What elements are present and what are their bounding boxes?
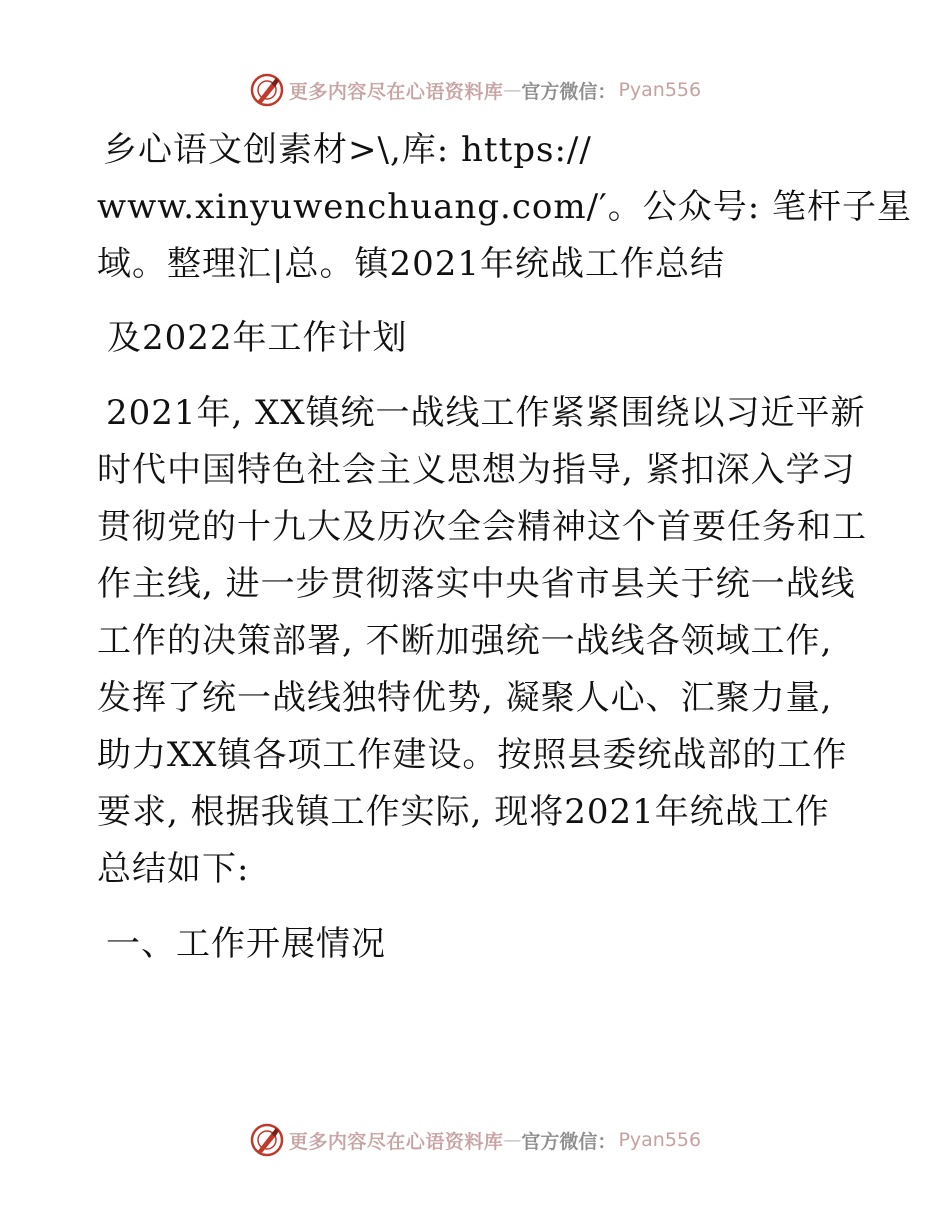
text-line: 贯彻党的十九大及历次全会精神这个首要任务和工 [97, 507, 867, 547]
text-line: www.xinyuwenchuang.com/′。公众号: 笔杆子星 [97, 187, 913, 227]
section-heading: 一、工作开展情况 [106, 924, 386, 964]
text-line: 作主线, 进一步贯彻落实中央省市县关于统一战线 [97, 564, 856, 604]
text-line: 助力XX镇各项工作建设。按照县委统战部的工作 [97, 735, 848, 775]
watermark-banner-bottom [0, 1120, 950, 1160]
text-line: 要求, 根据我镇工作实际, 现将2021年统战工作 [97, 792, 830, 832]
watermark-official-label: 官方微信： [521, 80, 617, 103]
watermark-brand-text: 更多内容尽在心语资料库 [288, 80, 504, 103]
watermark-banner-top [0, 70, 950, 110]
watermark-wechat-id: Pyan556 [618, 1129, 702, 1151]
text-line: 工作的决策部署, 不断加强统一战线各领域工作, [97, 621, 833, 661]
watermark-separator: — [503, 79, 522, 101]
watermark-official-label: 官方微信： [521, 1130, 617, 1153]
watermark-wechat-id: Pyan556 [618, 79, 702, 101]
watermark-separator: — [503, 1129, 522, 1151]
pen-logo-icon [249, 72, 285, 108]
section-title-line: 及2022年工作计划 [107, 318, 408, 358]
text-line: 时代中国特色社会主义思想为指导, 紧扣深入学习 [97, 450, 856, 490]
text-line: 发挥了统一战线独特优势, 凝聚人心、汇聚力量, [97, 678, 833, 718]
text-line: 乡心语文创素材>\,库: https:// [103, 130, 592, 170]
pen-logo-icon [249, 1122, 285, 1158]
text-line: 域。整理汇|总。镇2021年统战工作总结 [97, 244, 725, 284]
watermark-brand-text: 更多内容尽在心语资料库 [288, 1130, 504, 1153]
text-line: 2021年, XX镇统一战线工作紧紧围绕以习近平新 [106, 393, 866, 433]
text-line: 总结如下: [97, 849, 250, 889]
